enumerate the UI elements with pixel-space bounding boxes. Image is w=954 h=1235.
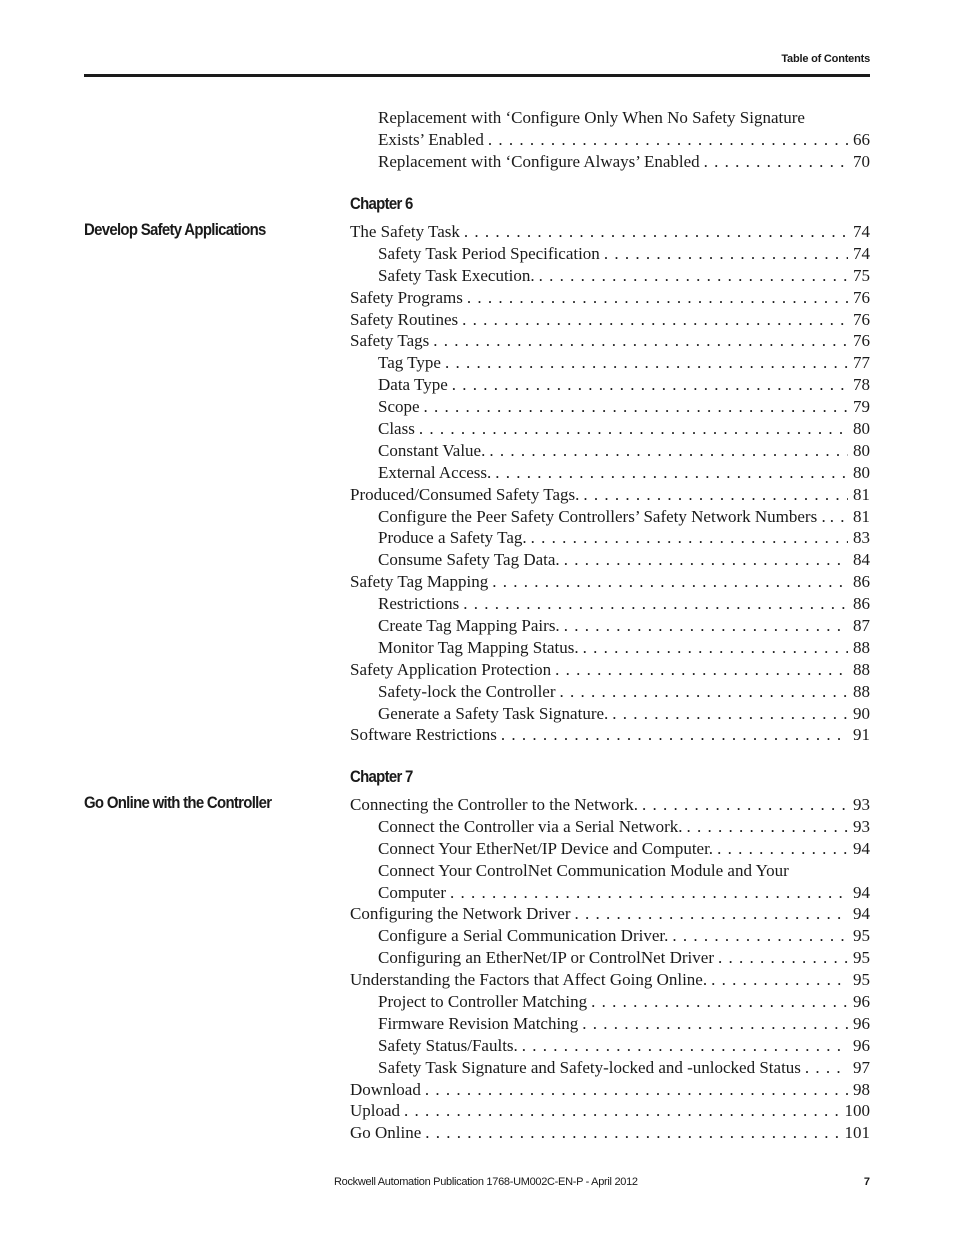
dot-leader (467, 287, 848, 309)
dot-leader (583, 484, 848, 506)
dot-leader (462, 309, 848, 331)
dot-leader (452, 374, 848, 396)
toc-entry-page: 100 (844, 1101, 870, 1121)
dot-leader (501, 724, 848, 746)
toc-entry-page: 101 (844, 1123, 870, 1143)
toc-entry-title: Create Tag Mapping Pairs. (378, 616, 560, 636)
dot-leader (425, 1122, 840, 1144)
toc-entry-title: Computer (378, 882, 446, 902)
dot-leader (464, 221, 848, 243)
toc-entry[interactable] (350, 221, 870, 243)
toc-entry-page: 98 (853, 1079, 870, 1099)
toc-entry-page: 80 (853, 440, 870, 460)
toc-entry-title: Safety Task Execution. (378, 265, 535, 285)
toc-entry-title: Safety Tags (350, 331, 430, 351)
toc-entry-page: 81 (853, 484, 870, 504)
toc-entry-title: Safety Tag Mapping (350, 572, 489, 592)
toc-entry-page: 80 (853, 419, 870, 439)
toc-entry-title: Connect Your ControlNet Communication Module and Your (378, 860, 789, 880)
toc-entry-title: Restrictions (378, 594, 460, 614)
toc-entry[interactable] (350, 724, 870, 746)
toc-entry[interactable] (350, 969, 870, 991)
toc-entry[interactable] (350, 374, 870, 396)
toc-entry-title: Tag Type (378, 353, 441, 373)
dot-leader (612, 703, 848, 725)
toc-entry[interactable] (350, 107, 870, 129)
toc-entry-title: Replacement with ‘Configure Always’ Enabled (378, 151, 700, 171)
dot-leader (522, 1035, 848, 1057)
toc-entry-page: 86 (853, 572, 870, 592)
toc-entry-page: 70 (853, 151, 870, 171)
toc-entry-title: Connect Your EtherNet/IP Device and Computer. (378, 838, 714, 858)
toc-entry-page: 74 (853, 243, 870, 263)
toc-entry-title: Generate a Safety Task Signature. (378, 703, 609, 723)
toc-entry-title: Safety Programs (350, 287, 463, 307)
toc-entry[interactable] (350, 418, 870, 440)
chapter-label: Chapter 6 (350, 194, 413, 213)
chapter-title: Develop Safety Applications (84, 220, 266, 239)
toc-entry[interactable] (350, 1122, 870, 1144)
dot-leader (404, 1100, 840, 1122)
toc-entry-page: 90 (853, 703, 870, 723)
toc-entry[interactable] (350, 838, 870, 860)
toc-entry[interactable] (350, 151, 870, 173)
toc-entry[interactable] (350, 1100, 870, 1122)
dot-leader (564, 549, 848, 571)
toc-entry-page: 93 (853, 795, 870, 814)
dot-leader (424, 396, 848, 418)
toc-entry-title: Safety Routines (350, 309, 459, 329)
page-number: 7 (863, 1176, 870, 1188)
toc-entry-page: 78 (853, 375, 870, 395)
dot-leader (711, 969, 848, 991)
toc-entry[interactable] (350, 330, 870, 352)
toc-entry-page: 81 (853, 506, 870, 526)
toc-entry[interactable] (350, 947, 870, 969)
dot-leader (450, 882, 848, 904)
toc-entry-title: Produce a Safety Tag. (378, 528, 527, 548)
dot-leader (560, 681, 848, 703)
toc-entry-page: 76 (853, 287, 870, 307)
dot-leader (425, 1079, 848, 1101)
toc-entry-title: Project to Controller Matching (378, 992, 588, 1012)
dot-leader (718, 947, 848, 969)
dot-leader (805, 1057, 848, 1079)
toc-entry[interactable] (350, 309, 870, 331)
dot-leader (830, 506, 848, 528)
toc-entry[interactable] (350, 527, 870, 549)
toc-entry-title: Scope (378, 397, 420, 417)
toc-entry-page: 84 (853, 550, 870, 570)
toc-entry-title: Download (350, 1079, 421, 1099)
dot-leader (604, 243, 848, 265)
toc-entry[interactable] (350, 703, 870, 725)
toc-entry-page: 94 (853, 904, 870, 924)
toc-entry[interactable] (350, 549, 870, 571)
toc-entry-page: 76 (853, 309, 870, 329)
toc-entry[interactable] (350, 462, 870, 484)
dot-leader (642, 794, 848, 816)
toc-entry-page: 97 (853, 1057, 870, 1077)
toc-entry-page: 91 (853, 725, 870, 745)
toc-entry-title: The Safety Task (350, 222, 460, 241)
toc-entry-page: 94 (853, 882, 870, 902)
toc-entry[interactable] (350, 794, 870, 816)
toc-entry-page: 88 (853, 637, 870, 657)
dot-leader (582, 1013, 848, 1035)
toc-entry-page: 77 (853, 353, 870, 373)
toc-entry-title: Configuring an EtherNet/IP or ControlNet Driver (378, 948, 714, 968)
toc-entry-page: 94 (853, 838, 870, 858)
toc-entry-page: 74 (853, 222, 870, 241)
toc-entry-title: Safety Task Period Specification (378, 243, 600, 263)
dot-leader (492, 571, 848, 593)
toc-entry[interactable] (350, 287, 870, 309)
toc-entry-page: 95 (853, 970, 870, 990)
toc-entry-page: 66 (853, 129, 870, 149)
toc-entry-page: 96 (853, 1035, 870, 1055)
toc-entry[interactable] (350, 1035, 870, 1057)
dot-leader (488, 129, 848, 151)
toc-entry-list (350, 794, 870, 1144)
toc-entry-title: Monitor Tag Mapping Status. (378, 637, 579, 657)
toc-entry-title: Firmware Revision Matching (378, 1013, 579, 1033)
toc-entry-title: Safety Task Signature and Safety-locked and -unlocked Status (378, 1057, 801, 1077)
toc-entry-page: 87 (853, 616, 870, 636)
toc-entry[interactable] (350, 1057, 870, 1079)
toc-entry-page: 93 (853, 816, 870, 836)
toc-entry[interactable] (350, 484, 870, 506)
toc-entry[interactable] (350, 860, 870, 882)
toc-entry-list (350, 107, 870, 173)
dot-leader (564, 615, 848, 637)
running-header-title: Table of Contents (781, 53, 870, 65)
toc-entry[interactable] (350, 615, 870, 637)
toc-entry-page: 96 (853, 1013, 870, 1033)
toc-entry-page: 88 (853, 659, 870, 679)
dot-leader (463, 593, 848, 615)
toc-entry-title: Class (378, 419, 415, 439)
toc-entry[interactable] (350, 129, 870, 151)
toc-entry-title: Replacement with ‘Configure Only When No Safety Signature (378, 108, 805, 127)
toc-entry-list (350, 221, 870, 746)
dot-leader (704, 151, 848, 173)
toc-entry[interactable] (350, 681, 870, 703)
dot-leader (531, 527, 848, 549)
dot-leader (539, 265, 848, 287)
dot-leader (495, 462, 848, 484)
toc-entry-title: External Access. (378, 462, 492, 482)
dot-leader (717, 838, 848, 860)
toc-entry-page: 95 (853, 948, 870, 968)
toc-entry-title: Connecting the Controller to the Network. (350, 795, 638, 814)
dot-leader (583, 637, 848, 659)
dot-leader (672, 925, 848, 947)
toc-entry-title: Data Type (378, 375, 448, 395)
toc-entry[interactable] (350, 816, 870, 838)
toc-entry-title: Safety Status/Faults. (378, 1035, 518, 1055)
toc-entry[interactable] (350, 243, 870, 265)
toc-entry[interactable] (350, 571, 870, 593)
toc-entry-title: Upload (350, 1101, 401, 1121)
toc-entry-page: 88 (853, 681, 870, 701)
toc-entry[interactable] (350, 396, 870, 418)
toc-entry-title: Configure the Peer Safety Controllers’ Safety Network Numbers . (378, 506, 826, 526)
toc-entry-title: Connect the Controller via a Serial Network. (378, 816, 683, 836)
dot-leader (591, 991, 848, 1013)
toc-entry-title: Exists’ Enabled (378, 129, 484, 149)
toc-entry[interactable] (350, 440, 870, 462)
dot-leader (489, 440, 848, 462)
dot-leader (687, 816, 849, 838)
toc-entry[interactable] (350, 659, 870, 681)
toc-entry-page: 75 (853, 265, 870, 285)
toc-entry-title: Configure a Serial Communication Driver. (378, 926, 669, 946)
toc-entry[interactable] (350, 991, 870, 1013)
toc-entry-page: 79 (853, 397, 870, 417)
toc-entry-title: Safety Application Protection (350, 659, 552, 679)
toc-entry-page: 95 (853, 926, 870, 946)
toc-entry[interactable] (350, 925, 870, 947)
header-rule (84, 74, 870, 77)
dot-leader (433, 330, 848, 352)
toc-entry-title: Constant Value. (378, 440, 486, 460)
toc-entry[interactable] (350, 265, 870, 287)
toc-entry[interactable] (350, 1013, 870, 1035)
chapter-title: Go Online with the Controller (84, 793, 272, 812)
toc-entry-page: 76 (853, 331, 870, 351)
toc-entry-page: 83 (853, 528, 870, 548)
dot-leader (574, 903, 848, 925)
toc-entry[interactable] (350, 1079, 870, 1101)
toc-entry-title: Safety-lock the Controller (378, 681, 556, 701)
toc-entry[interactable] (350, 506, 870, 528)
toc-entry-title: Go Online (350, 1123, 422, 1143)
toc-entry-page: 96 (853, 992, 870, 1012)
footer-publication: Rockwell Automation Publication 1768-UM002C-EN-P - April 2012 (334, 1176, 638, 1188)
dot-leader (419, 418, 848, 440)
chapter-label: Chapter 7 (350, 767, 413, 786)
toc-entry-title: Configuring the Network Driver (350, 904, 571, 924)
dot-leader (555, 659, 848, 681)
toc-entry[interactable] (350, 352, 870, 374)
toc-entry[interactable] (350, 593, 870, 615)
toc-entry-page: 80 (853, 462, 870, 482)
toc-entry-title: Consume Safety Tag Data. (378, 550, 560, 570)
toc-entry[interactable] (350, 903, 870, 925)
toc-entry-page: 86 (853, 594, 870, 614)
toc-entry-title: Produced/Consumed Safety Tags. (350, 484, 580, 504)
toc-entry-title: Understanding the Factors that Affect Going Online. (350, 970, 708, 990)
dot-leader (445, 352, 848, 374)
toc-entry-title: Software Restrictions (350, 725, 497, 745)
toc-entry[interactable] (350, 882, 870, 904)
toc-entry[interactable] (350, 637, 870, 659)
